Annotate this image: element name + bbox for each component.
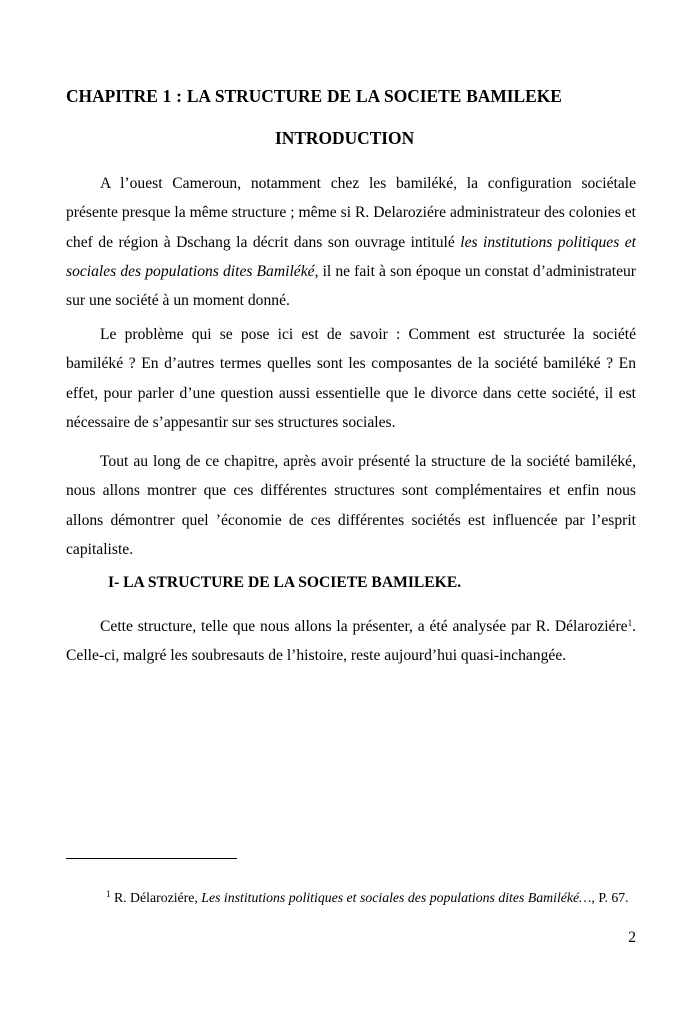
footnote-reference: 1 (627, 618, 633, 628)
paragraph-1-book-title: les institutions politiques et sociales des populations dites Bamiléké (66, 233, 636, 280)
paragraph-4-text-b: . Celle-ci, malgré les soubresauts de l’histoire, reste aujourd’hui quasi-inchangée. (66, 618, 636, 665)
chapter-title: CHAPITRE 1 : LA STRUCTURE DE LA SOCIETE BAMILEKE (66, 86, 562, 106)
paragraph-2: Le problème qui se pose ici est de savoir : Comment est structurée la société bamiléké ? En d’autres termes quelles sont les composantes de la société bamiléké ? En effet, pour parler d’une question aussi essentielle que le divorce dans cette société, il est nécessaire de s’appesantir sur ses structures sociales. (66, 326, 636, 431)
paragraph-4-text-a: Cette structure, telle que nous allons la présenter, a été analysée par R. Délaroziére (100, 618, 628, 635)
paragraph-1 (66, 169, 636, 315)
paragraph-3: Tout au long de ce chapitre, après avoir présenté la structure de la société bamiléké, nous allons montrer que ces différentes structures sont complémentaires et enfin nous allons démontrer quel ’économie de ces différentes sociétés est influencée par l’esprit capitaliste. (66, 453, 636, 558)
introduction-heading-text: INTRODUCTION (275, 128, 415, 148)
footnote-rest: , P. 67. (591, 890, 629, 905)
paragraph-1-text-a: A l’ouest Cameroun, notamment chez les bamiléké, la configuration sociétale présente presque la même structure ; même si R. Delaroziére administrateur des colonies et chef de région à Dschang la décrit dans son ouvrage intitulé (66, 175, 636, 251)
footnote-author: R. Délaroziére, (110, 890, 202, 905)
section-heading: I- LA STRUCTURE DE LA SOCIETE BAMILEKE. (108, 574, 462, 591)
introduction-heading (66, 128, 636, 149)
footnote-separator (66, 858, 237, 859)
footnote-book-title: Les institutions politiques et sociales des populations dites Bamiléké… (201, 890, 592, 905)
paragraph-1-text-b: , il ne fait à son époque un constat d’administrateur sur une société à un moment donné. (66, 262, 636, 310)
footnote-mark: 1 (106, 889, 111, 899)
page-number: 2 (628, 929, 636, 946)
footnote (66, 887, 636, 909)
paragraph-4 (66, 612, 636, 671)
